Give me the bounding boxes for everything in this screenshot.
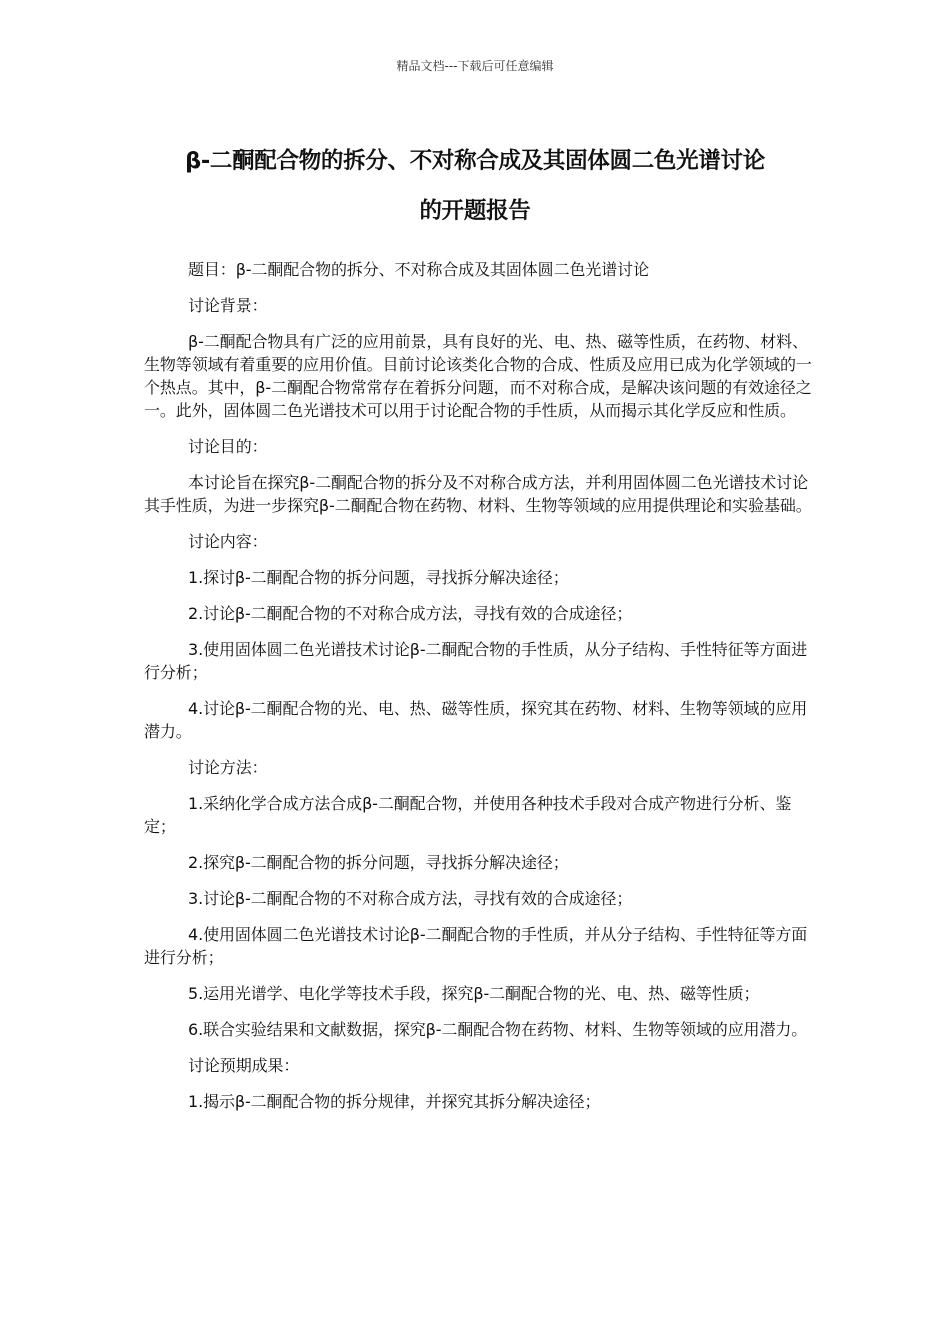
content-item: 2.讨论β-二酮配合物的不对称合成方法，寻找有效的合成途径； bbox=[188, 604, 633, 623]
purpose-label: 讨论目的： bbox=[188, 437, 268, 456]
method-item: 3.讨论β-二酮配合物的不对称合成方法，寻找有效的合成途径； bbox=[188, 889, 633, 908]
title-line-2: 的开题报告 bbox=[419, 198, 531, 224]
method-item: 1.采纳化学合成方法合成β-二酮配合物，并使用各种技术手段对合成产物进行分析、鉴定； bbox=[144, 794, 792, 836]
method-item: 2.探究β-二酮配合物的拆分问题，寻找拆分解决途径； bbox=[188, 853, 569, 872]
content-label: 讨论内容： bbox=[188, 532, 268, 551]
purpose-paragraph: 本讨论旨在探究β-二酮配合物的拆分及不对称合成方法，并利用固体圆二色光谱技术讨论其手性质，为进一步探究β-二酮配合物在药物、材料、生物等领域的应用提供理论和实验基础。 bbox=[144, 473, 812, 515]
content-item: 1.探讨β-二酮配合物的拆分问题，寻找拆分解决途径； bbox=[188, 568, 569, 587]
expected-label: 讨论预期成果： bbox=[188, 1056, 300, 1075]
topic-line: 题目：β-二酮配合物的拆分、不对称合成及其固体圆二色光谱讨论 bbox=[188, 260, 649, 279]
document-body bbox=[144, 258, 814, 1126]
method-label: 讨论方法： bbox=[188, 758, 268, 777]
content-item: 3.使用固体圆二色光谱技术讨论β-二酮配合物的手性质，从分子结构、手性特征等方面进行分析； bbox=[144, 640, 808, 682]
method-item: 6.联合实验结果和文献数据，探究β-二酮配合物在药物、材料、生物等领域的应用潜力。 bbox=[188, 1020, 808, 1039]
title-line-1: β-二酮配合物的拆分、不对称合成及其固体圆二色光谱讨论 bbox=[185, 148, 765, 174]
method-item: 5.运用光谱学、电化学等技术手段，探究β-二酮配合物的光、电、热、磁等性质； bbox=[188, 984, 760, 1003]
background-label: 讨论背景： bbox=[188, 296, 268, 315]
content-item: 4.讨论β-二酮配合物的光、电、热、磁等性质，探究其在药物、材料、生物等领域的应用潜力。 bbox=[144, 699, 808, 741]
method-item: 4.使用固体圆二色光谱技术讨论β-二酮配合物的手性质，并从分子结构、手性特征等方面进行分析； bbox=[144, 925, 808, 967]
header-note: 精品文档---下载后可任意编辑 bbox=[396, 59, 554, 73]
document-title bbox=[140, 136, 810, 236]
expected-item: 1.揭示β-二酮配合物的拆分规律，并探究其拆分解决途径； bbox=[188, 1092, 601, 1111]
background-paragraph: β-二酮配合物具有广泛的应用前景，具有良好的光、电、热、磁等性质，在药物、材料、生物等领域有着重要的应用价值。目前讨论该类化合物的合成、性质及应用已成为化学领域的一个热点。其中，β-二酮配合物常常存在着拆分问题，而不对称合成，是解决该问题的有效途径之一。此外，固体圆二色光谱技术可以用于讨论配合物的手性质，从而揭示其化学反应和性质。 bbox=[144, 332, 812, 420]
